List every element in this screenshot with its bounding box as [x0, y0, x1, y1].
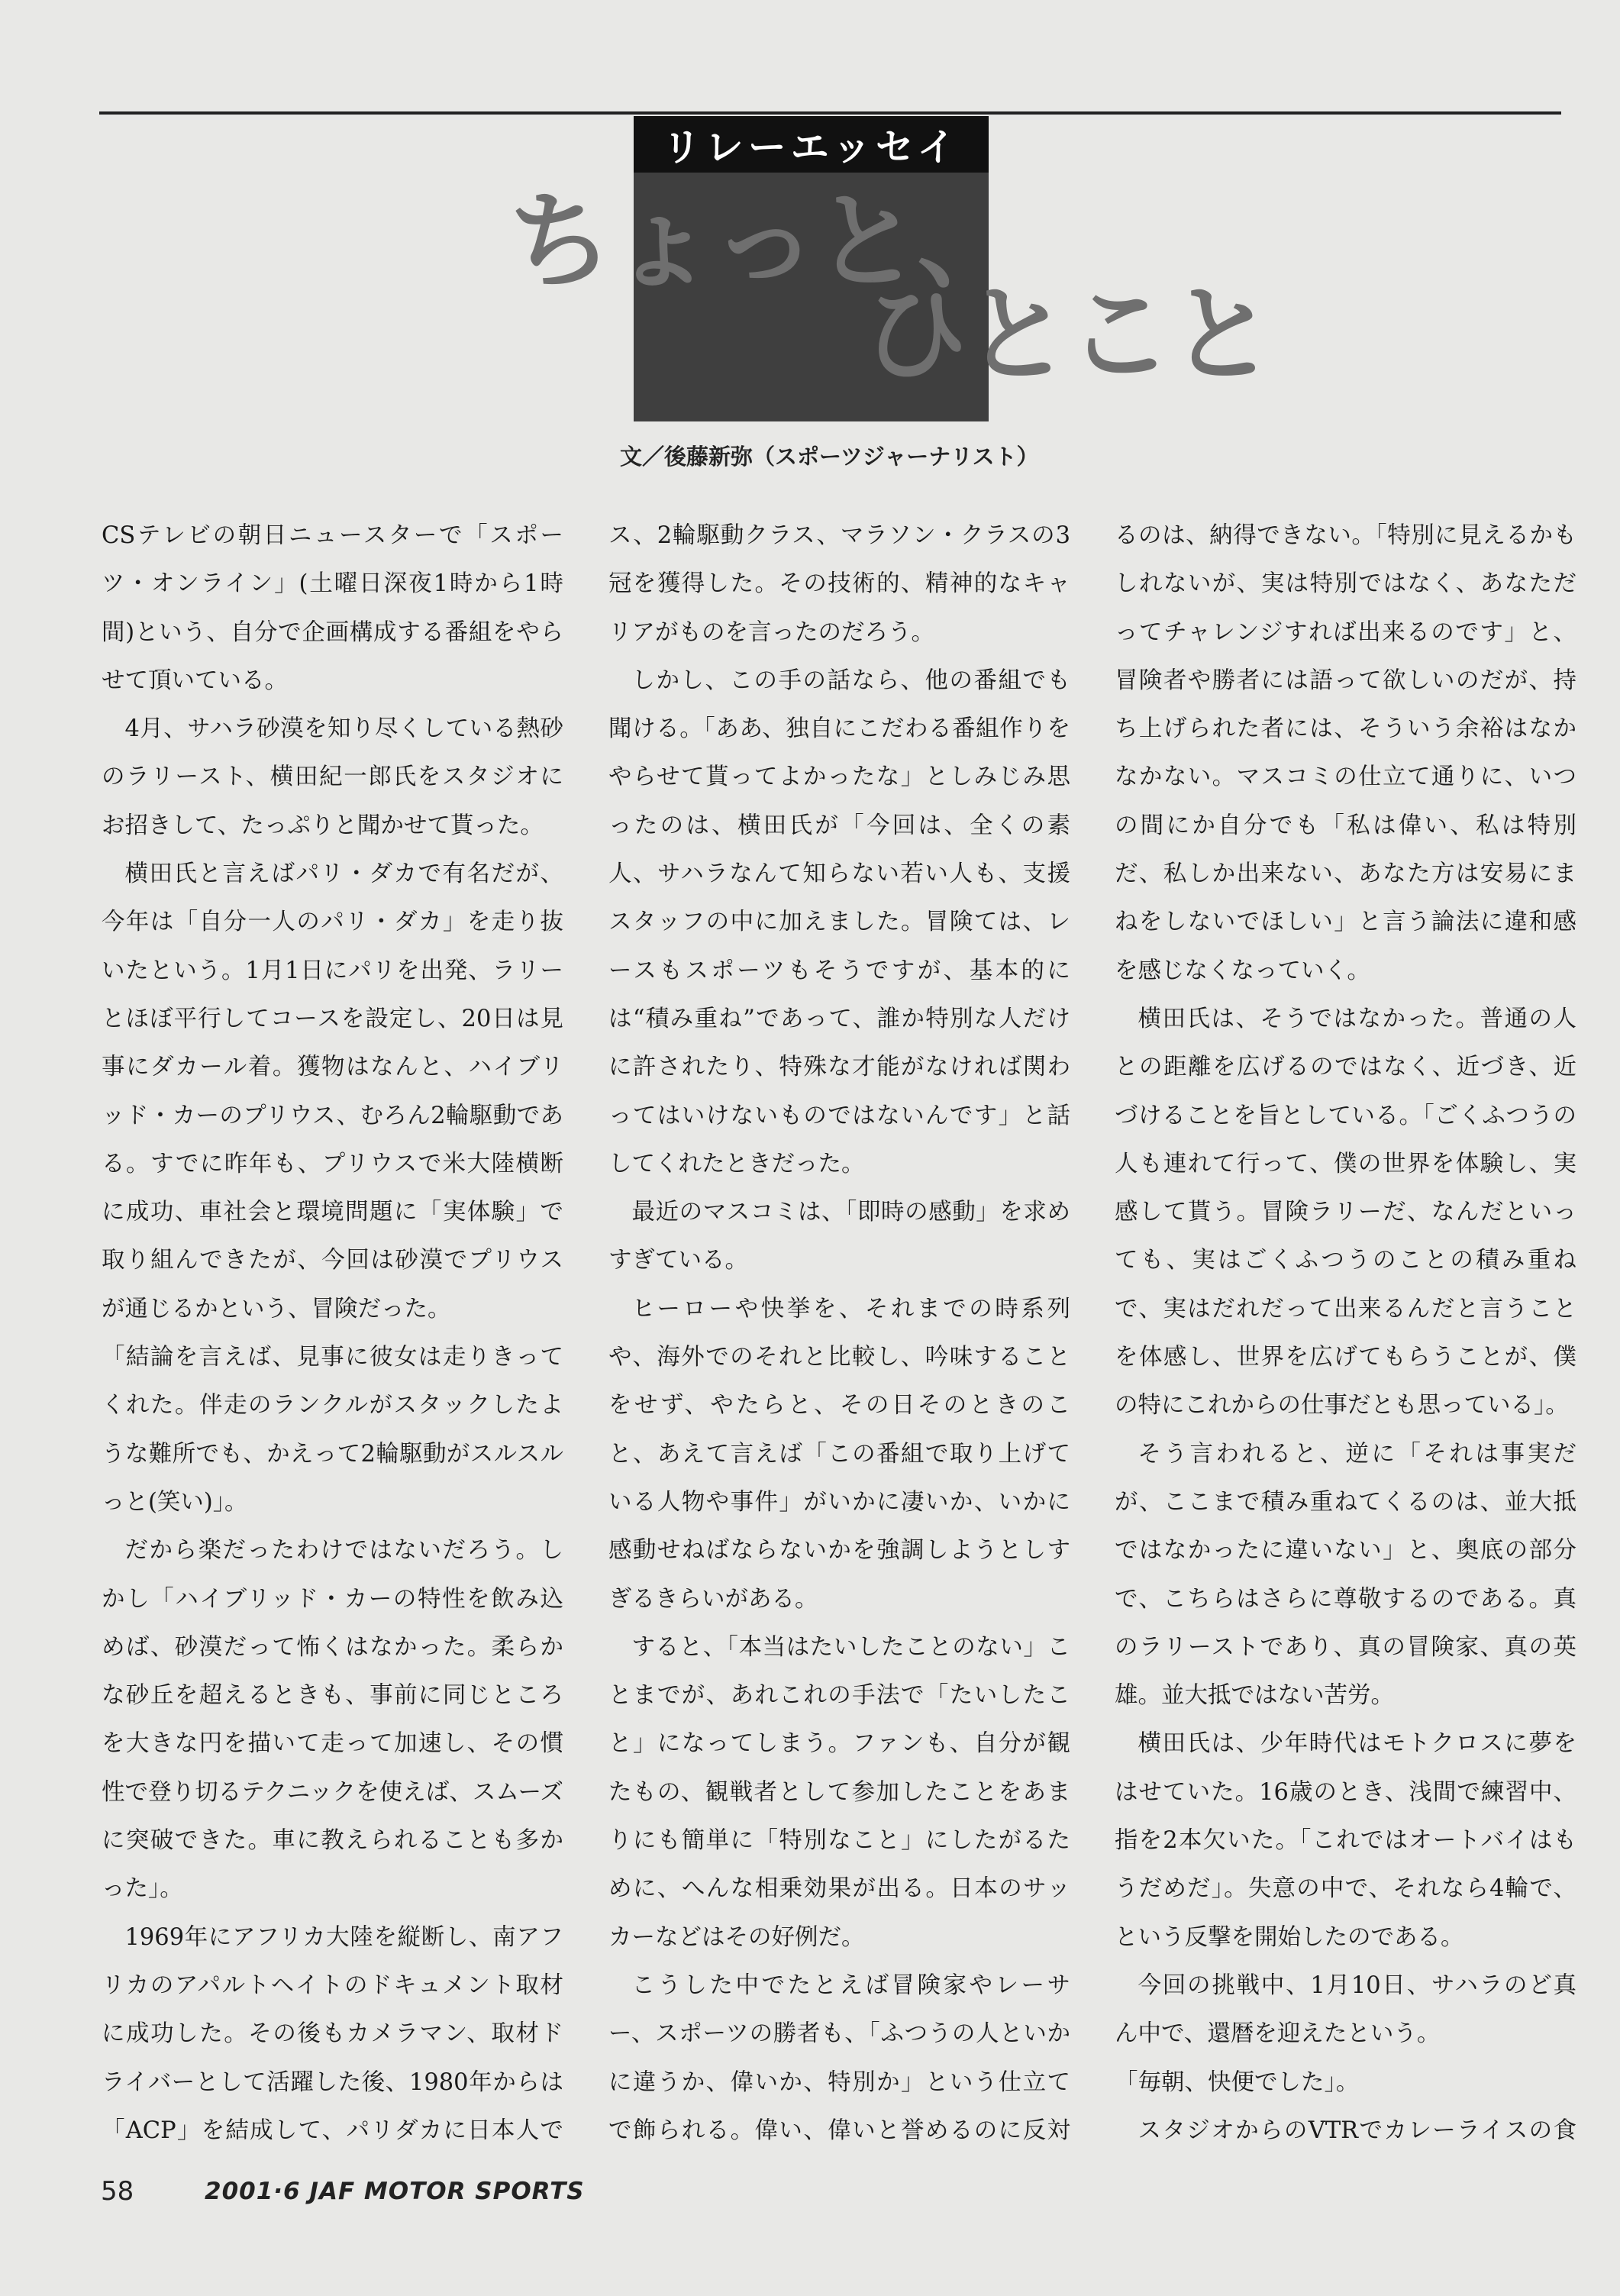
paragraph: るのは、納得できない。「特別に見えるかもしれないが、実は特別ではなく、あなただってチャレンジすれば出来るのです」と、冒険者や勝者には語って欲しいのだが、持ち上げられた者には、そういう余裕はなかなかない。マスコミの仕立て通りに、いつの間にか自分でも「私は偉い、私は特別だ、私しか出来ない、あなた方は安易にまねをしないでほしい」と言う論法に違和感を感じなくなっていく。 — [1115, 522, 1576, 984]
paragraph: 4月、サハラ砂漠を知り尽くしている熱砂のラリースト、横田紀一郎氏をスタジオにお招きして、たっぷりと聞かせて貰った。 — [102, 715, 563, 839]
article-column-2 — [608, 512, 1070, 2153]
paragraph: しかし、この手の話なら、他の番組でも聞ける。「ああ、独自にこだわる番組作りをやらせて貰ってよかったな」としみじみ思ったのは、横田氏が「今回は、全くの素人、サハラなんて知らない若い人も、支援スタッフの中に加えました。冒険ては、レースもスポーツもそうですが、基本的には“積み重ね”であって、誰か特別な人だけに許されたり、特殊な才能がなければ関わってはいけないものではないんです」と話してくれたときだった。 — [608, 667, 1070, 1177]
series-label: リレーエッセイ — [634, 116, 989, 173]
paragraph: ス、2輪駆動クラス、マラソン・クラスの3冠を獲得した。その技術的、精神的なキャリアがものを言ったのだろう。 — [608, 522, 1070, 646]
paragraph: そう言われると、逆に「それは事実だが、ここまで積み重ねてくるのは、並大抵ではなかったに違いない」と、奥底の部分で、こちらはさらに尊敬するのである。真のラリーストであり、真の冒険家、真の英雄。並大抵ではない苦労。 — [1115, 1440, 1576, 1710]
paragraph: 最近のマスコミは、「即時の感動」を求めすぎている。 — [608, 1199, 1070, 1274]
page-number: 58 — [101, 2176, 134, 2207]
paragraph: 1969年にアフリカ大陸を縦断し、南アフリカのアパルトヘイトのドキュメント取材に成功した。その後もカメラマン、取材ドライバーとして活躍した後、1980年からは「ACP」を結成して、パリダカに日本人で — [102, 1923, 563, 2144]
top-rule — [99, 111, 1561, 115]
paragraph: 横田氏と言えばパリ・ダカで有名だが、今年は「自分一人のパリ・ダカ」を走り抜いたという。1月1日にパリを出発、ラリーとほぼ平行してコースを設定し、20日は見事にダカール着。獲物はなんと、ハイブリッド・カーのプリウス、むろん2輪駆動である。すでに昨年も、プリウスで米大陸横断に成功、車社会と環境問題に「実体験」で取り組んできたが、今回は砂漠でプリウスが通じるかという、冒険だった。 — [102, 861, 563, 1322]
paragraph: だから楽だったわけではないだろう。しかし「ハイブリッド・カーの特性を飲み込めば、砂漠だって怖くはなかった。柔らかな砂丘を超えるときも、事前に同じところを大きな円を描いて走って加速し、その慣性で登り切るテクニックを使えば、スムーズに突破できた。車に教えられることも多かった」。 — [102, 1537, 563, 1903]
paragraph: スタジオからのVTRでカレーライスの食 — [1138, 2117, 1576, 2144]
paragraph: こうした中でたとえば冒険家やレーサー、スポーツの勝者も、「ふつうの人といかに違うか、偉いか、特別か」という仕立てで飾られる。偉い、偉いと誉めるのに反対 — [608, 1971, 1070, 2144]
paragraph: すると、「本当はたいしたことのない」ことまでが、あれこれの手法で「たいしたこと」になってしまう。ファンも、自分が観たもの、観戦者として参加したことをあまりにも簡単に「特別なこと」にしたがるために、へんな相乗効果が出る。日本のサッカーなどはその好例だ。 — [608, 1633, 1070, 1951]
paragraph: 今回の挑戦中、1月10日、サハラのど真ん中で、還暦を迎えたという。 — [1115, 1971, 1576, 2048]
paragraph: CSテレビの朝日ニュースターで「スポーツ・オンライン」(土曜日深夜1時から1時間)という、自分で企画構成する番組をやらせて頂いている。 — [102, 522, 563, 694]
article-column-1 — [102, 512, 563, 2153]
byline: 文／後藤新弥（スポーツジャーナリスト） — [620, 444, 1039, 470]
magazine-issue: 2001·6 JAF MOTOR SPORTS — [205, 2178, 585, 2205]
paragraph: ヒーローや快挙を、それまでの時系列や、海外でのそれと比較し、吟味することをせず、やたらと、その日そのときのこと、あえて言えば「この番組で取り上げている人物や事件」がいかに凄いか、いかに感動せねばならないかを強調しようとしすぎるきらいがある。 — [608, 1295, 1070, 1613]
essay-title-line2: ひとこと — [863, 273, 1273, 396]
paragraph: 横田氏は、そうではなかった。普通の人との距離を広げるのではなく、近づき、近づけることを旨としている。「ごくふつうの人も連れて行って、僕の世界を体験し、実感して貰う。冒険ラリーだ、なんだといっても、実はごくふつうのことの積み重ねで、実はだれだって出来るんだと言うことを体感し、世界を広げてもらうことが、僕の特にこれからの仕事だとも思っている」。 — [1115, 1005, 1576, 1419]
article-column-3 — [1115, 512, 1576, 2153]
essay-title-line1: ちょっと、 — [508, 180, 1020, 303]
paragraph: 横田氏は、少年時代はモトクロスに夢をはせていた。16歳のとき、浅間で練習中、指を2本欠いた。「これではオートバイはもうだめだ」。失意の中で、それなら4輪で、という反撃を開始したのである。 — [1115, 1730, 1576, 1951]
paragraph: 「結論を言えば、見事に彼女は走りきってくれた。伴走のランクルがスタックしたような難所でも、かえって2輪駆動がスルスルっと(笑い)」。 — [102, 1344, 563, 1516]
paragraph: 「毎朝、快便でした」。 — [1115, 2068, 1360, 2096]
